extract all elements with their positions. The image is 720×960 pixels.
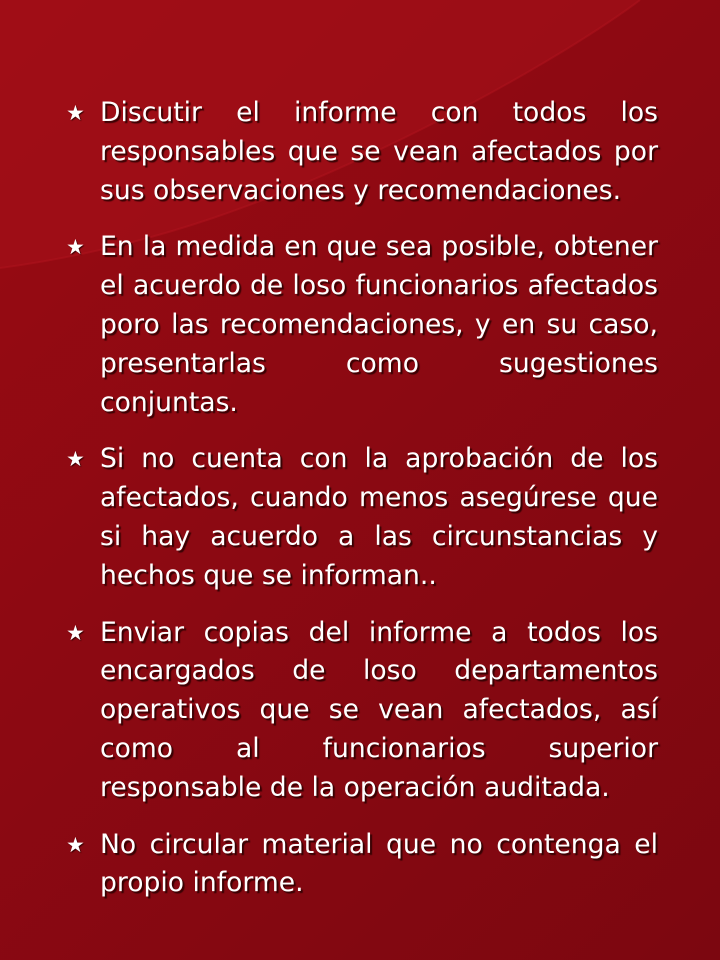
bullet-item (62, 228, 658, 422)
star-icon: ★ (66, 832, 85, 857)
bullet-text: Enviar copias del informe a todos los encargados de loso departamentos operativos que se vean afectados, así como al funcionarios superior responsable de la operación auditada. (100, 616, 658, 803)
star-icon: ★ (66, 620, 85, 645)
bullet-text: En la medida en que sea posible, obtener el acuerdo de loso funcionarios afectados poro las recomendaciones, y en su caso, presentarlas como sugestiones conjuntas. (100, 231, 658, 418)
bullet-list (62, 94, 658, 903)
bullet-item (62, 440, 658, 595)
slide-content (62, 94, 658, 921)
bullet-text: Si no cuenta con la aprobación de los afectados, cuando menos asegúrese que si hay acuerdo a las circunstancias y hechos que se informan.. (100, 443, 658, 591)
bullet-text: Discutir el informe con todos los responsables que se vean afectados por sus observaciones y recomendaciones. (100, 97, 658, 206)
bullet-item (62, 614, 658, 808)
bullet-text: No circular material que no contenga el propio informe. (100, 828, 658, 899)
bullet-item (62, 94, 658, 210)
star-icon: ★ (66, 447, 85, 472)
bullet-item (62, 826, 658, 904)
star-icon: ★ (66, 101, 85, 125)
star-icon: ★ (66, 235, 85, 260)
